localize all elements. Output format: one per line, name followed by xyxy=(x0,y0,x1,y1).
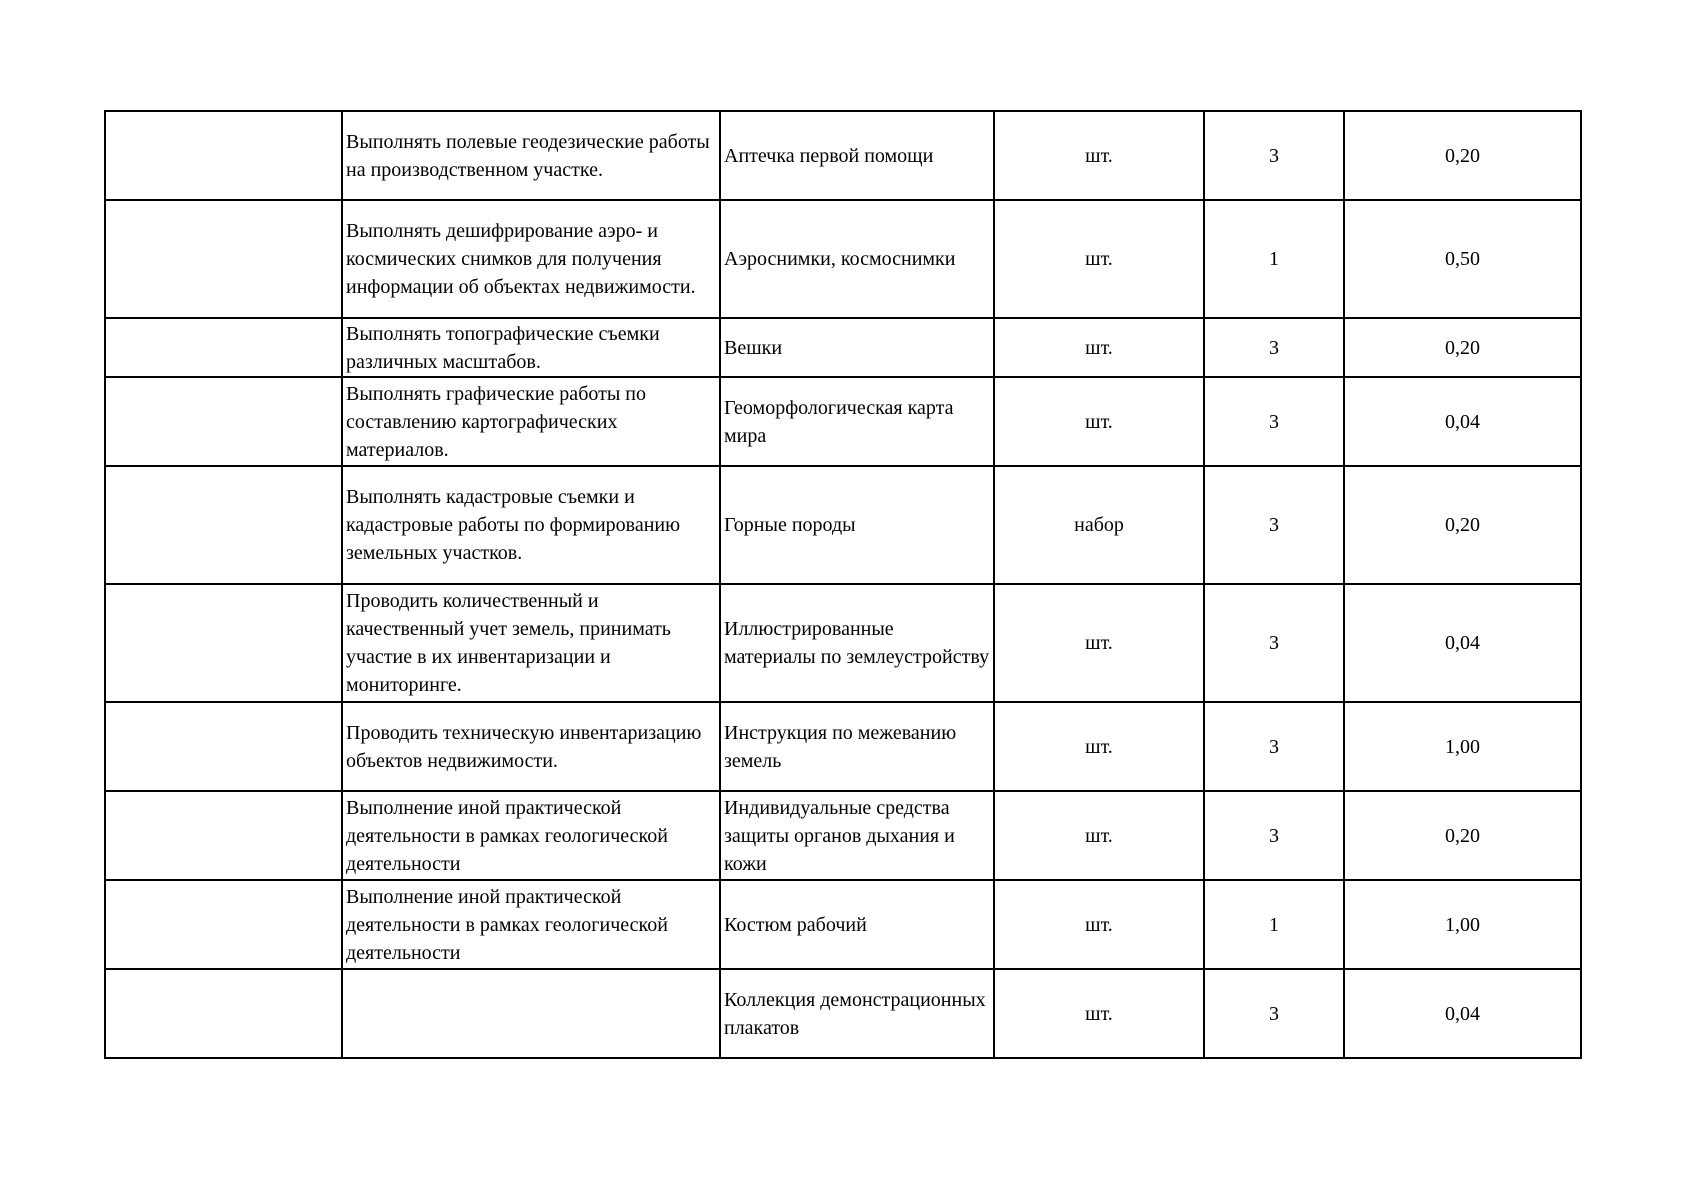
row-code-cell xyxy=(105,377,342,466)
quantity-cell: 3 xyxy=(1204,466,1344,584)
row-code-cell xyxy=(105,702,342,791)
table-row xyxy=(105,318,1581,377)
unit-cell: шт. xyxy=(994,791,1204,880)
competency-cell: Проводить количественный и качественный учет земель, принимать участие в их инвентаризации и мониторинге. xyxy=(342,584,720,702)
competency-cell xyxy=(342,969,720,1058)
table-row xyxy=(105,377,1581,466)
unit-cell: шт. xyxy=(994,880,1204,969)
row-code-cell xyxy=(105,318,342,377)
unit-cell: шт. xyxy=(994,318,1204,377)
equipment-item-cell: Инструкция по межеванию земель xyxy=(720,702,994,791)
coefficient-cell: 0,50 xyxy=(1344,200,1581,318)
equipment-item-cell: Индивидуальные средства защиты органов дыхания и кожи xyxy=(720,791,994,880)
table-row xyxy=(105,466,1581,584)
coefficient-cell: 1,00 xyxy=(1344,702,1581,791)
table-row xyxy=(105,969,1581,1058)
coefficient-cell: 0,04 xyxy=(1344,969,1581,1058)
table-row xyxy=(105,584,1581,702)
equipment-item-cell: Коллекция демонстрационных плакатов xyxy=(720,969,994,1058)
competency-cell: Выполнение иной практической деятельности в рамках геологической деятельности xyxy=(342,791,720,880)
row-code-cell xyxy=(105,584,342,702)
unit-cell: шт. xyxy=(994,702,1204,791)
unit-cell: шт. xyxy=(994,200,1204,318)
unit-cell: набор xyxy=(994,466,1204,584)
coefficient-cell: 0,04 xyxy=(1344,377,1581,466)
row-code-cell xyxy=(105,111,342,200)
row-code-cell xyxy=(105,466,342,584)
row-code-cell xyxy=(105,200,342,318)
unit-cell: шт. xyxy=(994,377,1204,466)
quantity-cell: 3 xyxy=(1204,318,1344,377)
equipment-item-cell: Горные породы xyxy=(720,466,994,584)
unit-cell: шт. xyxy=(994,111,1204,200)
competency-cell: Выполнять топографические съемки различных масштабов. xyxy=(342,318,720,377)
quantity-cell: 1 xyxy=(1204,880,1344,969)
row-code-cell xyxy=(105,880,342,969)
competency-cell: Выполнять дешифрирование аэро- и космических снимков для получения информации об объектах недвижимости. xyxy=(342,200,720,318)
equipment-item-cell: Аптечка первой помощи xyxy=(720,111,994,200)
competency-cell: Выполнение иной практической деятельности в рамках геологической деятельности xyxy=(342,880,720,969)
equipment-item-cell: Геоморфологическая карта мира xyxy=(720,377,994,466)
coefficient-cell: 0,20 xyxy=(1344,318,1581,377)
competency-cell: Выполнять кадастровые съемки и кадастровые работы по формированию земельных участков. xyxy=(342,466,720,584)
coefficient-cell: 0,20 xyxy=(1344,111,1581,200)
quantity-cell: 3 xyxy=(1204,377,1344,466)
table-row xyxy=(105,111,1581,200)
quantity-cell: 3 xyxy=(1204,111,1344,200)
quantity-cell: 1 xyxy=(1204,200,1344,318)
coefficient-cell: 1,00 xyxy=(1344,880,1581,969)
table-row xyxy=(105,880,1581,969)
competency-cell: Проводить техническую инвентаризацию объектов недвижимости. xyxy=(342,702,720,791)
coefficient-cell: 0,20 xyxy=(1344,466,1581,584)
equipment-item-cell: Вешки xyxy=(720,318,994,377)
equipment-item-cell: Костюм рабочий xyxy=(720,880,994,969)
quantity-cell: 3 xyxy=(1204,584,1344,702)
coefficient-cell: 0,20 xyxy=(1344,791,1581,880)
quantity-cell: 3 xyxy=(1204,791,1344,880)
row-code-cell xyxy=(105,791,342,880)
table-row xyxy=(105,791,1581,880)
equipment-item-cell: Аэроснимки, космоснимки xyxy=(720,200,994,318)
equipment-table xyxy=(104,110,1582,1059)
equipment-item-cell: Иллюстрированные материалы по землеустройству xyxy=(720,584,994,702)
competency-cell: Выполнять полевые геодезические работы на производственном участке. xyxy=(342,111,720,200)
table-row xyxy=(105,702,1581,791)
unit-cell: шт. xyxy=(994,584,1204,702)
quantity-cell: 3 xyxy=(1204,969,1344,1058)
row-code-cell xyxy=(105,969,342,1058)
unit-cell: шт. xyxy=(994,969,1204,1058)
competency-cell: Выполнять графические работы по составлению картографических материалов. xyxy=(342,377,720,466)
coefficient-cell: 0,04 xyxy=(1344,584,1581,702)
quantity-cell: 3 xyxy=(1204,702,1344,791)
table-row xyxy=(105,200,1581,318)
